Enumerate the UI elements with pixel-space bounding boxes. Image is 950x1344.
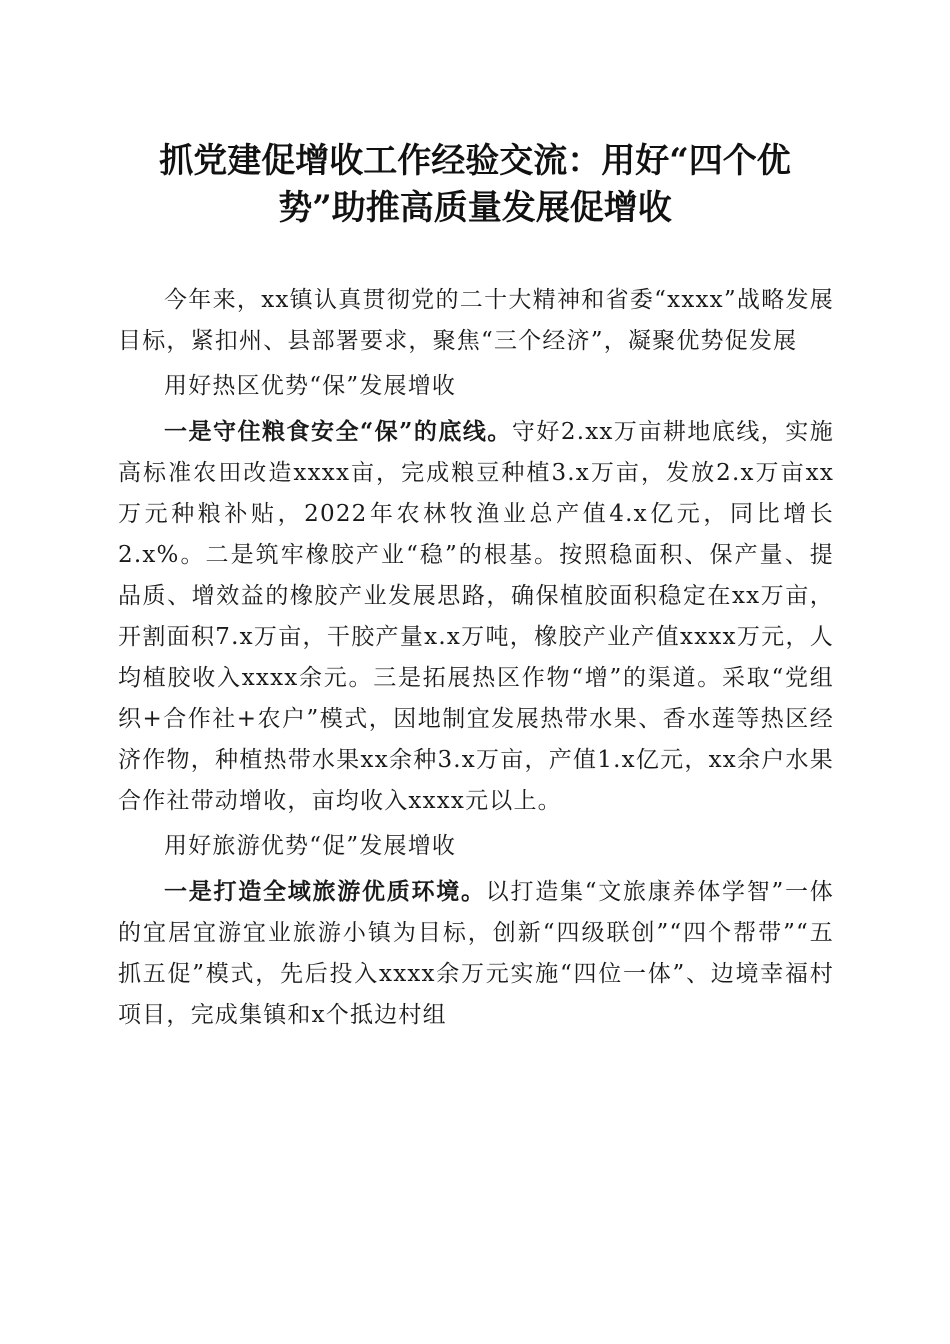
title-line-2: 势”助推高质量发展促增收 <box>278 188 672 228</box>
title-line-1: 抓党建促增收工作经验交流：用好“四个优 <box>159 141 791 181</box>
document-title <box>80 138 870 232</box>
section-1-paragraph <box>118 411 834 822</box>
section-1-text: 守好2.xx万亩耕地底线，实施高标准农田改造xxxx亩，完成粮豆种植3.x万亩，发放2.x万亩xx万元种粮补贴，2022年农林牧渔业总产值4.x亿元，同比增长2.x%。二是筑牢橡胶产业“稳”的根基。按照稳面积、保产量、提品质、增效益的橡胶产业发展思路，确保植胶面积稳定在xx万亩，开割面积7.x万亩，干胶产量x.x万吨，橡胶产业产值xxxx万元，人均植胶收入xxxx余元。三是拓展热区作物“增”的渠道。采取“党组织+合作社+农户”模式，因地制宜发展热带水果、香水莲等热区经济作物，种植热带水果xx余种3.x万亩，产值1.x亿元，xx余户水果合作社带动增收，亩均收入xxxx元以上。 <box>118 419 834 814</box>
section-1-heading: 用好热区优势“保”发展增收 <box>164 373 457 399</box>
section-1-lead: 一是守住粮食安全“保”的底线。 <box>164 418 512 445</box>
section-2-text: 以打造集“文旅康养体学智”一体的宜居宜游宜业旅游小镇为目标，创新“四级联创”“四个帮带”“五抓五促”模式，先后投入xxxx余万元实施“四位一体”、边境幸福村项目，完成集镇和x个抵边村组 <box>118 879 834 1028</box>
section-2-paragraph <box>118 871 834 1036</box>
section-2-heading: 用好旅游优势“促”发展增收 <box>164 833 457 859</box>
intro-paragraph: 今年来，xx镇认真贯彻党的二十大精神和省委“xxxx”战略发展目标，紧扣州、县部署要求，聚焦“三个经济”，凝聚优势促发展 <box>118 287 834 354</box>
section-2-lead: 一是打造全域旅游优质环境。 <box>164 878 486 905</box>
document-body <box>118 280 834 1040</box>
